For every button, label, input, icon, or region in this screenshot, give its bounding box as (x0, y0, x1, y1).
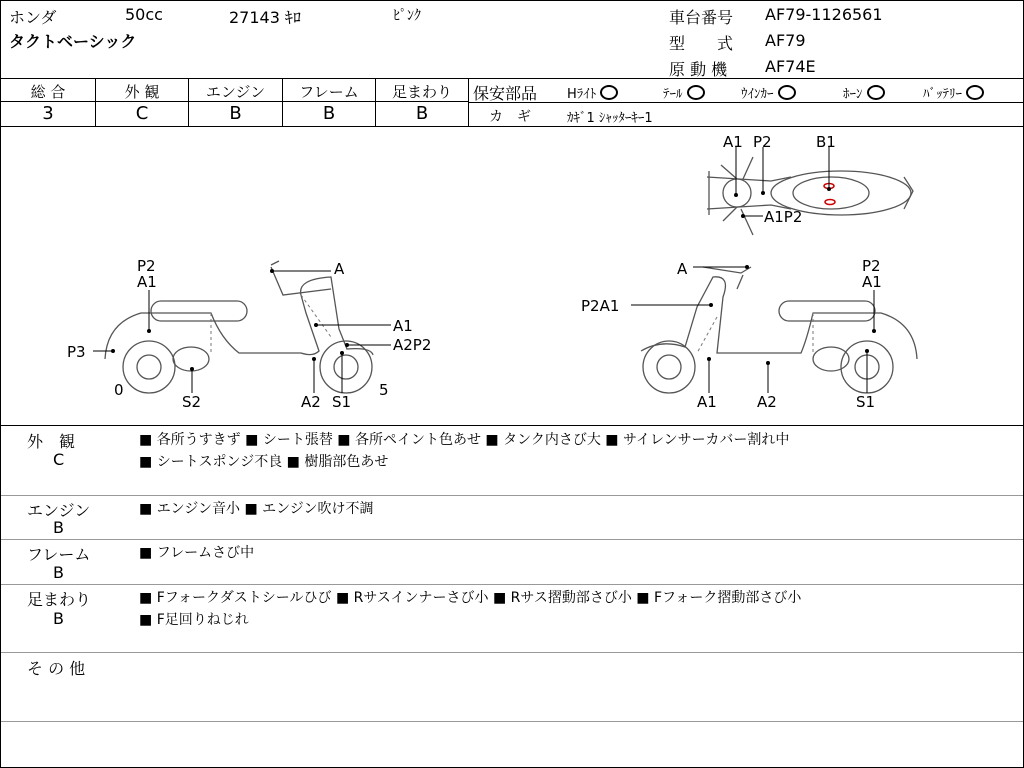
key-label: カ ギ (489, 109, 531, 125)
top-view-scooter (707, 157, 913, 235)
color: ﾋﾟﾝｸ (393, 8, 421, 24)
safety-item-horn: ﾎｰﾝ (843, 83, 885, 102)
frame-no: AF79-1126561 (765, 5, 883, 24)
remark-line (139, 498, 373, 518)
grade-overall-value: 3 (42, 103, 54, 124)
diag-label: A (677, 260, 688, 278)
remark-item: ■ Rサスインナーさび小 (336, 590, 489, 606)
diag-label: A2P2 (393, 336, 432, 354)
grade-exterior-label: 外 観 (124, 83, 160, 101)
remark-grade-engine: B (53, 518, 64, 537)
remark-item: ■ エンジン音小 (139, 501, 240, 517)
remark-item: ■ 各所ペイント色あせ (337, 432, 481, 448)
displacement: 50cc (125, 5, 163, 24)
remark-item: ■ 各所うすきず (139, 432, 241, 448)
diag-label: A1 (723, 133, 743, 151)
model-name: タクトベーシック (9, 32, 137, 51)
remark-category-frame: フレーム (27, 545, 91, 564)
diag-label: A1 (137, 273, 157, 291)
ok-mark-icon (867, 85, 885, 100)
remark-category-suspension: 足まわり (27, 590, 92, 609)
diag-label: A1 (393, 317, 413, 335)
ok-mark-icon (600, 85, 618, 100)
diag-label: A2 (757, 393, 777, 411)
remark-item: ■ サイレンサーカバー割れ中 (605, 432, 789, 448)
mileage: 27143 ｷﾛ (229, 8, 301, 27)
key-value: ｶｷﾞ1 ｼｬｯﾀｰｷｰ1 (567, 111, 653, 126)
diag-label: P2A1 (581, 297, 620, 315)
remark-line (139, 542, 254, 562)
diag-label: A1P2 (764, 208, 803, 226)
ok-mark-icon (778, 85, 796, 100)
diag-label: B1 (816, 133, 836, 151)
grade-suspension-label: 足まわり (391, 83, 452, 101)
remark-item: ■ シートスポンジ不良 (139, 454, 282, 470)
engine-label: 原 動 機 (669, 60, 728, 79)
remark-grade-exterior: C (53, 450, 65, 469)
ok-mark-icon (966, 85, 984, 100)
remark-grade-suspension: B (53, 609, 64, 628)
maker: ホンダ (9, 8, 57, 27)
remark-item: ■ F足回りねじれ (139, 612, 249, 628)
frame-no-label: 車台番号 (669, 8, 734, 27)
grade-engine-label: エンジン (205, 83, 266, 101)
safety-label: 保安部品 (473, 84, 538, 103)
remark-category-engine: エンジン (27, 501, 91, 520)
safety-item-headlight: Hﾗｲﾄ (567, 83, 618, 102)
diag-label: A (334, 260, 345, 278)
safety-item-winker: ｳｲﾝｶｰ (741, 83, 796, 102)
diag-label: A1 (862, 273, 882, 291)
diag-label: S1 (332, 393, 352, 411)
type-value: AF79 (765, 31, 806, 50)
safety-item-battery: ﾊﾞｯﾃﾘｰ (923, 83, 984, 102)
remark-line (139, 609, 249, 629)
remark-item: ■ エンジン吹け不調 (244, 501, 373, 517)
diag-label: S2 (182, 393, 202, 411)
remark-item: ■ Rサス摺動部さび小 (493, 590, 632, 606)
diag-label: P2 (753, 133, 772, 151)
remark-item: ■ 樹脂部色あせ (287, 454, 389, 470)
grade-engine-value: B (229, 103, 242, 124)
grade-exterior-value: C (135, 103, 149, 124)
remark-line (139, 429, 789, 449)
remark-item: ■ Fフォークダストシールひび (139, 590, 331, 606)
remark-item: ■ Fフォーク摺動部さび小 (636, 590, 801, 606)
diag-label: 5 (379, 381, 389, 399)
diag-label: P2 (137, 257, 156, 275)
diag-label: A1 (697, 393, 717, 411)
diag-label: A2 (301, 393, 321, 411)
diag-label: P3 (67, 343, 86, 361)
remark-category-other: そ の 他 (27, 659, 86, 678)
diag-label: P2 (862, 257, 881, 275)
remark-category-exterior: 外 観 (27, 432, 76, 451)
type-label: 型 式 (669, 34, 734, 53)
remark-item: ■ フレームさび中 (139, 545, 254, 561)
grade-overall-label: 総 合 (30, 83, 66, 101)
grade-frame-label: フレーム (299, 83, 359, 101)
remark-line (139, 587, 801, 607)
remark-line (139, 451, 388, 471)
remark-item: ■ タンク内さび大 (485, 432, 600, 448)
diag-label: 0 (114, 381, 124, 399)
safety-item-tail: ﾃｰﾙ (663, 83, 705, 102)
engine-value: AF74E (765, 57, 816, 76)
ok-mark-icon (687, 85, 705, 100)
diag-label: S1 (856, 393, 876, 411)
remark-item: ■ シート張替 (245, 432, 333, 448)
remark-grade-frame: B (53, 563, 64, 582)
grade-suspension-value: B (415, 103, 429, 124)
grade-frame-value: B (322, 103, 336, 124)
